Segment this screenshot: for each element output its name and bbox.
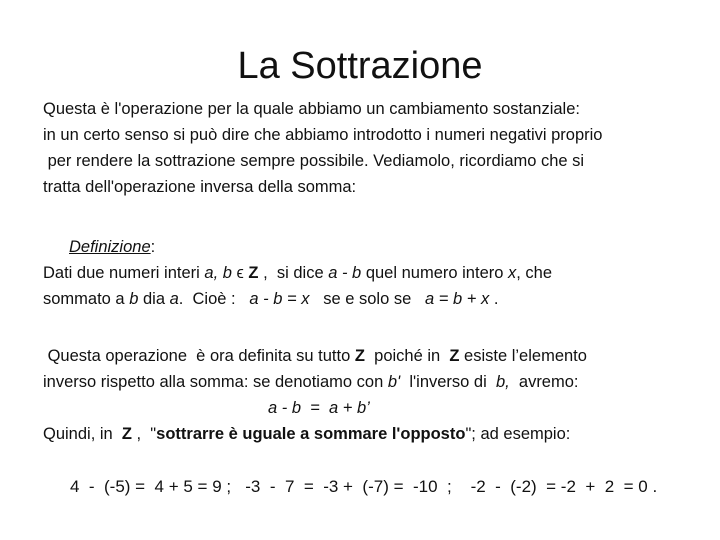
op-text: poiché in <box>364 347 450 365</box>
intro-line-1: Questa è l'operazione per la quale abbiamo un cambiamento sostanziale: <box>43 100 580 118</box>
definition-heading-line <box>43 234 703 260</box>
op-text: Quindi, in <box>43 425 122 443</box>
op-var: b, <box>495 373 510 391</box>
def-text: . <box>489 290 499 308</box>
definition-line-2 <box>43 260 703 286</box>
def-text: sommato a <box>43 290 130 308</box>
def-text: dia <box>138 290 170 308</box>
operation-paragraph <box>43 343 703 447</box>
def-text: , che <box>516 264 553 282</box>
op-text: avremo: <box>509 373 579 391</box>
op-set: Z <box>449 347 460 365</box>
def-text: , si dice <box>258 264 329 282</box>
operation-line-4 <box>43 421 703 447</box>
def-set: Z <box>248 264 259 282</box>
def-text: se e solo se <box>309 290 426 308</box>
def-var: b <box>129 290 139 308</box>
definition-line-3 <box>43 286 703 312</box>
def-formula: a = b + x <box>425 290 490 308</box>
op-text: inverso rispetto alla somma: se denotiamo con <box>43 373 388 391</box>
operation-line-1 <box>43 343 703 369</box>
def-text: . Cioè : <box>178 290 250 308</box>
op-quote: sottrarre è uguale a sommare l'opposto <box>156 425 466 443</box>
intro-line-3: per rendere la sottrazione sempre possibile. Vediamolo, ricordiamo che si <box>43 152 585 170</box>
op-text: l'inverso di <box>400 373 496 391</box>
definition-heading-colon: : <box>150 238 156 256</box>
def-var: x <box>508 264 517 282</box>
operation-formula: a - b = a + b’ <box>268 399 370 417</box>
def-text: ϵ <box>231 264 249 282</box>
op-set: Z <box>354 347 365 365</box>
intro-line-4: tratta dell'operazione inversa della somma: <box>43 178 357 196</box>
definition-paragraph <box>43 234 703 312</box>
op-text: , " <box>131 425 157 443</box>
example-line: 4 - (-5) = 4 + 5 = 9 ; -3 - 7 = -3 + (-7) = -10 ; -2 - (-2) = -2 + 2 = 0 . <box>70 477 658 496</box>
intro-paragraph <box>43 96 703 200</box>
page-title: La Sottrazione <box>237 45 483 87</box>
def-formula: a - b = x <box>249 290 310 308</box>
operation-line-2 <box>43 369 703 395</box>
op-text: esiste l’elemento <box>459 347 587 365</box>
op-text: "; ad esempio: <box>465 425 571 443</box>
def-var: a - b <box>328 264 362 282</box>
def-var: a <box>169 290 179 308</box>
op-text: Questa operazione è ora definita su tutto <box>43 347 355 365</box>
def-text: Dati due numeri interi <box>43 264 205 282</box>
intro-line-2: in un certo senso si può dire che abbiamo introdotto i numeri negativi proprio <box>43 126 603 144</box>
definition-heading: Definizione <box>69 238 151 256</box>
op-var: b' <box>387 373 401 391</box>
op-set: Z <box>121 425 132 443</box>
def-text: quel numero intero <box>361 264 509 282</box>
def-var: a, b <box>204 264 232 282</box>
